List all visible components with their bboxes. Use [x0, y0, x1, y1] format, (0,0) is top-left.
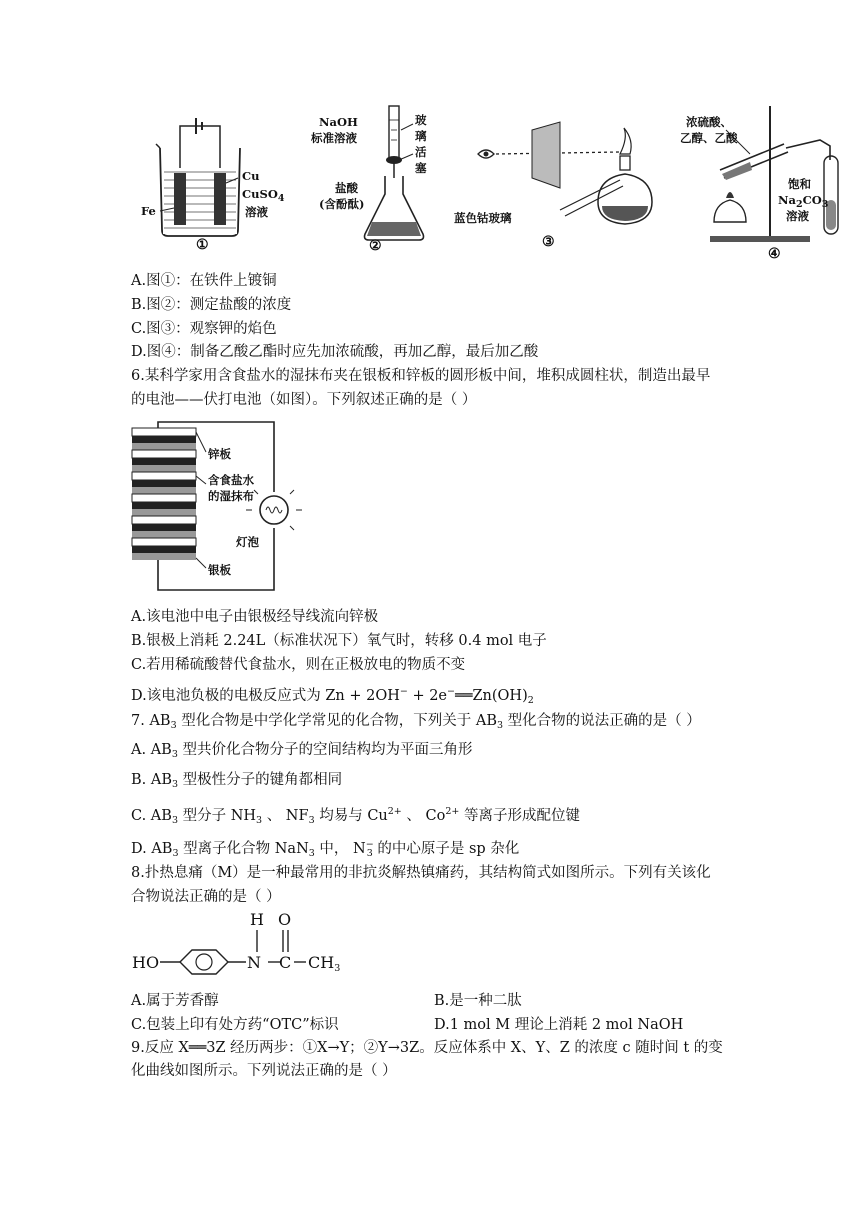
zinc-plate-label: 锌板	[208, 447, 231, 461]
q5-option-d: D.图④：制备乙酸乙酯时应先加浓硫酸，再加乙醇，最后加乙酸	[131, 344, 539, 360]
o-label: O	[278, 910, 292, 929]
paracetamol-structure	[130, 910, 360, 980]
voltaic-pile-figure	[128, 418, 308, 598]
q8-option-d: D.1 mol M 理论上消耗 2 mol NaOH	[434, 1017, 684, 1033]
q8-stem-line-2: 合物说法正确的是（ ）	[131, 889, 281, 905]
q8-option-b: B.是一种二肽	[434, 993, 522, 1009]
q6-option-a: A.该电池中电子由银极经导线流向锌极	[131, 609, 379, 625]
electroplating-diagram	[130, 108, 270, 258]
silver-plate-label: 银板	[208, 563, 231, 577]
wet-cloth-label-1: 含食盐水	[208, 473, 254, 487]
stopcock-label-4: 塞	[415, 161, 427, 175]
figure-number-4: ④	[768, 246, 781, 262]
q7-stem: 7. $AB_3$ 型化合物是中学化学常见的化合物，下列关于 $AB_3$ 型化合物的说法正确的是（ ）	[131, 713, 701, 731]
apparatus-figure-3	[454, 118, 660, 258]
q8-option-c: C.包装上印有处方药“OTC”标识	[131, 1017, 339, 1033]
figure-number-1: ①	[196, 237, 209, 253]
q5-option-b: B.图②：测定盐酸的浓度	[131, 297, 292, 313]
apparatus-figure-4	[680, 100, 855, 268]
wet-cloth-label-2: 的湿抹布	[208, 489, 254, 503]
fe-label: Fe	[141, 204, 156, 218]
stopcock-label-1: 玻	[415, 113, 427, 127]
ho-label: HO	[132, 953, 160, 972]
q5-option-a: A.图①：在铁件上镀铜	[131, 273, 277, 289]
conc-acid-label-2: 乙醇、乙酸	[680, 131, 738, 145]
flame-test-diagram	[470, 118, 660, 258]
saturated-label: 饱和	[788, 177, 811, 191]
naoh-label: NaOH	[319, 115, 358, 129]
apparatus-figure-2	[305, 100, 455, 260]
bulb-label: 灯泡	[236, 535, 259, 549]
cobalt-glass-label: 蓝色钴玻璃	[454, 211, 512, 225]
q6-option-b: B.银极上消耗 2.24L（标准状况下）氧气时，转移 0.4 mol 电子	[131, 633, 547, 649]
q5-option-c: C.图③：观察钾的焰色	[131, 321, 277, 337]
q7-option-a: A. $AB_3$ 型共价化合物分子的空间结构均为平面三角形	[131, 742, 473, 760]
standard-solution-label: 标准溶液	[311, 131, 357, 145]
figure-number-3: ③	[542, 234, 555, 250]
q6-stem-line-2: 的电池——伏打电池（如图）。下列叙述正确的是（ ）	[131, 392, 477, 408]
q9-stem-line-2: 化曲线如图所示。下列说法正确的是（ ）	[131, 1063, 397, 1079]
q6-option-c: C.若用稀硫酸替代食盐水，则在正极放电的物质不变	[131, 657, 466, 673]
q7-option-b: B. $AB_3$ 型极性分子的键角都相同	[131, 772, 343, 790]
solution-label: 溶液	[245, 205, 268, 219]
na2co3-label: $Na_2CO_3$	[778, 193, 829, 210]
q6-option-d: D.该电池负极的电极反应式为 $Zn + 2OH^- + 2e^-══Zn(OH)_2$	[131, 686, 534, 706]
q8-option-a: A.属于芳香醇	[131, 993, 219, 1009]
q7-option-d: D. $AB_3$ 型离子化合物 NaN$_3$ 中， $N^-_3$ 的中心原子是 sp 杂化	[131, 839, 520, 859]
q9-stem-line-1: 9.反应 X══3Z 经历两步：①X→Y；②Y→3Z。反应体系中 X、Y、Z 的浓度 c 随时间 t 的变	[131, 1040, 723, 1056]
q8-stem-line-1: 8.扑热息痛（M）是一种最常用的非抗炎解热镇痛药，其结构简式如图所示。下列有关该化	[131, 865, 711, 881]
na2co3-solution-label: 溶液	[786, 209, 809, 223]
cu-label: Cu	[242, 169, 260, 183]
phenolphthalein-label: (含酚酞)	[319, 197, 365, 211]
figure-number-2: ②	[369, 238, 382, 254]
apparatus-figure-1	[130, 108, 285, 258]
ch3-label: $CH_3$	[308, 953, 341, 974]
stopcock-label-3: 活	[415, 145, 427, 159]
q6-stem-line-1: 6.某科学家用含食盐水的湿抹布夹在银板和锌板的圆形板中间，堆积成圆柱状，制造出最早	[131, 368, 711, 384]
n-label: N	[247, 953, 261, 972]
c-label: C	[279, 953, 292, 972]
stopcock-label-2: 璃	[415, 129, 427, 143]
pile-plates	[132, 428, 196, 560]
q7-option-c: C. $AB_3$ 型分子 $NH_3$ 、 $NF_3$ 均易与 $Cu^{2+}$ 、 $Co^{2+}$ 等离子形成配位键	[131, 806, 580, 826]
h-label: H	[250, 910, 264, 929]
cuso4-label: CuSO$_4$	[242, 187, 285, 204]
conc-acid-label-1: 浓硫酸、	[686, 115, 732, 129]
hcl-label: 盐酸	[335, 181, 358, 195]
